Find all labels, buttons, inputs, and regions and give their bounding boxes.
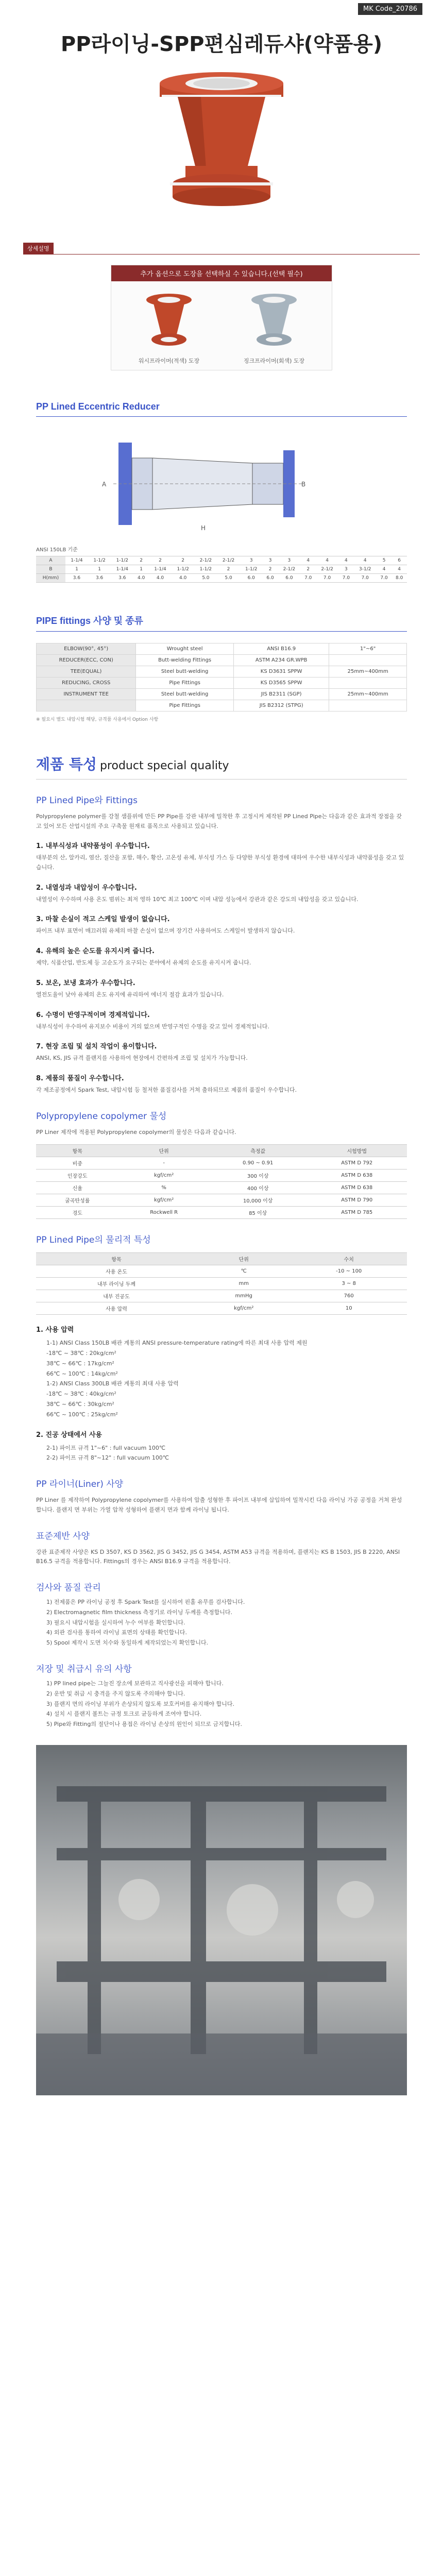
list-item: 2-2) 파이프 규격 8"~12" : full vacuum 100℃	[46, 1454, 169, 1462]
table-cell: mm	[197, 1278, 291, 1290]
table-cell: 신율	[36, 1182, 118, 1194]
fittings-title: PIPE fittings 사양 및 종류	[36, 616, 143, 626]
list-item: 2) Electromagnetic film thickness 측정기로 라이닝 두께를 측정합니다.	[46, 1608, 233, 1616]
table-cell: 1-1/2	[172, 565, 194, 574]
table-cell: kgf/cm²	[197, 1302, 291, 1315]
table-cell: Steel butt-welding	[136, 666, 234, 677]
table-cell: 1"~6"	[329, 643, 407, 655]
feature-item-heading: 4. 유해의 높은 순도를 유지시켜 줍니다.	[36, 947, 155, 956]
table-cell: 내부 라이닝 두께	[36, 1278, 197, 1290]
physical-title: PP Lined Pipe의 물리적 특성	[36, 1235, 151, 1246]
table-cell: ℃	[197, 1265, 291, 1278]
list-item: 66℃ ~ 100℃ : 25kg/cm²	[46, 1411, 118, 1418]
inspection-title: 검사와 품질 관리	[36, 1582, 101, 1593]
feature-item-text: 내부식성이 우수하여 유지보수 비용이 거의 없으며 반영구적인 수명을 갖고 있어 경제적입니다.	[36, 1023, 269, 1030]
feature-item-heading: 7. 현장 조립 및 설치 작업이 용이합니다.	[36, 1043, 157, 1051]
feature-item-text: 열전도율이 낮아 유체의 온도 유지에 유리하여 에너지 절감 효과가 있습니다.	[36, 991, 224, 998]
table-cell: REDUCING, CROSS	[37, 677, 136, 689]
divider	[36, 416, 407, 417]
table-cell: 4.0	[149, 574, 172, 583]
table-header-cell: 측정값	[209, 1145, 307, 1157]
coating-option-grey[interactable]	[244, 291, 304, 365]
coating-options-box	[111, 265, 332, 370]
table-cell: 25mm~400mm	[329, 689, 407, 700]
vacuum-list	[46, 1443, 407, 1464]
table-cell: ASTM D 785	[307, 1207, 407, 1219]
list-item: 2-1) 파이프 규격 1"~6" : full vacuum 100℃	[46, 1444, 166, 1451]
table-cell: 3 ~ 8	[291, 1278, 407, 1290]
coating-images	[111, 281, 332, 370]
table-row	[36, 565, 407, 574]
list-item: 2) 운반 및 취급 시 충격을 주지 않도록 주의해야 합니다.	[46, 1690, 185, 1697]
table-cell: 400 이상	[209, 1182, 307, 1194]
feature-item-text: 파이프 내부 표면이 매끄러워 유체의 마찰 손실이 없으며 장기간 사용하여도 스케일이 발생하지 않습니다.	[36, 927, 295, 935]
table-cell: 4.0	[172, 574, 194, 583]
table-cell: 3.6	[111, 574, 133, 583]
table-cell: 1	[133, 565, 148, 574]
table-header-cell: 단위	[118, 1145, 209, 1157]
table-row	[36, 1302, 407, 1315]
table-cell: 3	[338, 565, 353, 574]
list-item: 3) 플랜지 면의 라이닝 부위가 손상되지 않도록 보호커버를 유지해야 합니다.	[46, 1700, 235, 1707]
reducer-drawing	[98, 432, 345, 535]
feature-item-heading: 1. 내부식성과 내약품성이 우수합니다.	[36, 842, 150, 851]
table-cell: 사용 온도	[36, 1265, 197, 1278]
table-cell: 내부 진공도	[36, 1290, 197, 1302]
coating-option-label: 워시프라이머(적색) 도장	[138, 358, 200, 364]
divider	[36, 631, 407, 632]
features-subtitle: PP Lined Pipe와 Fittings	[36, 795, 138, 806]
table-header-cell: 항목	[36, 1145, 118, 1157]
table-cell: 5	[377, 556, 391, 565]
mk-code-badge: MK Code_20786	[358, 3, 422, 15]
table-header-row	[36, 1145, 407, 1157]
table-row	[37, 666, 407, 677]
svg-text:B: B	[301, 481, 306, 488]
standard-text: 강관 표준제작 사양은 KS D 3507, KS D 3562, JIS G 3452, JIS G 3454, ASTM A53 규격을 적용하며, 플랜지는 KS B 1503, JIS B 2220, ANSI B16.5 규격을 적용합니다. Fittings의 경우는 ANSI B16.9 규격을 적용합니다.	[36, 1548, 400, 1565]
table-cell: ASTM D 792	[307, 1157, 407, 1170]
table-row	[36, 1278, 407, 1290]
table-row	[37, 689, 407, 700]
feature-list	[0, 840, 443, 1095]
list-item: 1-1) ANSI Class 150LB 배관 계통의 ANSI pressure-temperature rating에 따른 최대 사용 압력 제원	[46, 1340, 308, 1347]
storage-list	[46, 1679, 407, 1730]
eccentric-drawing	[98, 432, 443, 537]
feature-item-heading: 6. 수명이 반영구적이며 경제적입니다.	[36, 1011, 150, 1019]
table-cell: kgf/cm²	[118, 1194, 209, 1207]
table-cell: 3	[240, 556, 263, 565]
feature-item-text: 제약, 식품산업, 반도체 등 고순도가 요구되는 분야에서 유체의 순도를 유지시켜 줍니다.	[36, 959, 251, 967]
table-cell	[329, 655, 407, 666]
list-item: 4) 설치 시 플랜지 볼트는 규정 토크로 균등하게 조여야 합니다.	[46, 1710, 202, 1718]
list-item: 66℃ ~ 100℃ : 14kg/cm²	[46, 1370, 118, 1377]
features-intro: Polypropylene polymer를 강철 샘플위에 만든 PP Pipe를 강관 내부에 밀착한 후 고정시켜 제작된 PP Lined Pipe는 다음과 같은 효과적 장점을 갖고 있어 모든 산업시설의 주요 구축물 원재료 품목으로 사용되고 있습니다.	[36, 813, 402, 829]
list-item: -18℃ ~ 38℃ : 40kg/cm²	[46, 1391, 116, 1398]
table-row	[36, 574, 407, 583]
copolymer-table	[36, 1144, 407, 1219]
table-cell: 4	[301, 556, 316, 565]
table-cell: 25mm~400mm	[329, 666, 407, 677]
table-cell: %	[118, 1182, 209, 1194]
coating-heading: 추가 옵션으로 도장을 선택하실 수 있습니다.(선택 필수)	[111, 265, 332, 281]
liner-text: PP Liner 를 제작하여 Polypropylene copolymer를 사용하여 압출 성형한 후 파이프 내부에 삽입하여 밀착시킨 다음 라이닝 가공 공정을 거쳐 완성합니다. 플랜지 면 부위는 가열 압착 성형하여 플랜지 면과 함께 라이닝 됩니다.	[36, 1497, 402, 1513]
list-item: 5) Pipe와 Fitting의 절단이나 용접은 라이닝 손상의 원인이 되므로 금지합니다.	[46, 1721, 242, 1728]
list-item: 38℃ ~ 66℃ : 17kg/cm²	[46, 1360, 114, 1367]
dimension-table	[36, 556, 407, 583]
features-heading-en: product special quality	[99, 759, 229, 772]
table-cell: ASTM D 638	[307, 1170, 407, 1182]
eccentric-title: PP Lined Eccentric Reducer	[36, 401, 160, 412]
list-item: 1) PP lined pipe는 그늘진 장소에 보관하고 직사광선을 피해야 합니다.	[46, 1680, 224, 1687]
pipe-plant-image	[36, 1745, 407, 2095]
table-row	[36, 1207, 407, 1219]
table-header-cell: 항목	[36, 1253, 197, 1265]
grey-reducer-icon	[246, 291, 302, 352]
table-cell: 2	[172, 556, 194, 565]
red-reducer-icon	[141, 291, 197, 352]
table-cell: 인장강도	[36, 1170, 118, 1182]
table-cell: JIS B2311 (SGP)	[233, 689, 329, 700]
table-cell: 2-1/2	[217, 556, 240, 565]
pressure-list	[46, 1338, 407, 1419]
table-cell: 10	[291, 1302, 407, 1315]
table-cell: 3.6	[88, 574, 111, 583]
table-cell: 1	[65, 565, 88, 574]
table-cell: KS D3631 SPPW	[233, 666, 329, 677]
hero-product-image	[0, 62, 443, 222]
table-cell: 3	[263, 556, 278, 565]
copolymer-intro: PP Liner 제작에 적용된 Polypropylene copolymer의 물성은 다음과 같습니다.	[36, 1128, 236, 1136]
table-cell: 4	[316, 556, 338, 565]
table-cell: 85 이상	[209, 1207, 307, 1219]
coating-option-red[interactable]	[139, 291, 199, 365]
copolymer-title: Polypropylene copolymer 물성	[36, 1111, 167, 1122]
table-header-row	[36, 1253, 407, 1265]
standard-title: 표준제반 사양	[36, 1531, 90, 1541]
table-cell: 4	[354, 556, 377, 565]
table-cell: 사용 압력	[36, 1302, 197, 1315]
table-cell: -	[118, 1157, 209, 1170]
table-cell: 5.0	[194, 574, 217, 583]
table-cell: 3-1/2	[354, 565, 377, 574]
table-cell: 8.0	[391, 574, 407, 583]
table-row	[37, 643, 407, 655]
liner-title: PP 라이너(Liner) 사양	[36, 1479, 124, 1490]
feature-item-heading: 3. 마찰 손실이 적고 스케일 발생이 없습니다.	[36, 916, 170, 924]
table-cell: 2	[217, 565, 240, 574]
table-row	[36, 1194, 407, 1207]
table-cell: 1-1/2	[240, 565, 263, 574]
table-cell: 3.6	[65, 574, 88, 583]
table-cell: TEE(EQUAL)	[37, 666, 136, 677]
features-heading-ko: 제품 특성	[36, 756, 97, 773]
table-cell: 1-1/4	[149, 565, 172, 574]
table-cell: ASTM D 790	[307, 1194, 407, 1207]
table-cell: ASTM D 638	[307, 1182, 407, 1194]
table-cell: 7.0	[338, 574, 353, 583]
table-cell: 비중	[36, 1157, 118, 1170]
table-cell	[329, 677, 407, 689]
table-cell: Rockwell R	[118, 1207, 209, 1219]
coating-option-label: 징크프라이머(회색) 도장	[243, 358, 305, 364]
factory-photo	[36, 1745, 407, 2095]
inspection-list	[46, 1597, 407, 1648]
table-header-cell: 단위	[197, 1253, 291, 1265]
table-cell	[329, 700, 407, 711]
table-cell: INSTRUMENT TEE	[37, 689, 136, 700]
table-cell: 1-1/4	[111, 565, 133, 574]
table-cell: Pipe Fittings	[136, 700, 234, 711]
physical-table	[36, 1252, 407, 1315]
table-cell: KS D3565 SPPW	[233, 677, 329, 689]
fittings-note: ※ 필요시 별도 내압시험 해당, 규격품 사용에서 Option 사항	[36, 717, 159, 722]
table-cell: Steel butt-welding	[136, 689, 234, 700]
list-item: 1-2) ANSI Class 300LB 배관 계통의 최대 사용 압력	[46, 1380, 179, 1387]
table-row	[37, 655, 407, 666]
table-cell: JIS B2312 (STPG)	[233, 700, 329, 711]
vacuum-subtitle: 2. 진공 상태에서 사용	[36, 1431, 103, 1439]
table-cell: 7.0	[301, 574, 316, 583]
table-header-cell: 시험방법	[307, 1145, 407, 1157]
feature-item-text: ANSI, KS, JIS 규격 플랜지를 사용하여 현장에서 간편하게 조립 및 설치가 가능합니다.	[36, 1055, 248, 1062]
top-bar	[0, 0, 443, 18]
table-cell: 7.0	[354, 574, 377, 583]
table-row	[36, 556, 407, 565]
feature-item-heading: 5. 보온, 보냉 효과가 우수합니다.	[36, 979, 135, 987]
table-cell: 경도	[36, 1207, 118, 1219]
table-cell: 6.0	[278, 574, 300, 583]
table-cell: 4.0	[133, 574, 148, 583]
table-cell: 3	[278, 556, 300, 565]
table-cell: ANSI B16.9	[233, 643, 329, 655]
table-cell: 2-1/2	[278, 565, 300, 574]
svg-text:A: A	[102, 481, 107, 488]
table-cell: Pipe Fittings	[136, 677, 234, 689]
table-row	[36, 1265, 407, 1278]
reducer-illustration	[129, 65, 314, 219]
table-cell: 300 이상	[209, 1170, 307, 1182]
table-cell: 1-1/2	[111, 556, 133, 565]
list-item: 1) 전제품은 PP 라이닝 공정 후 Spark Test를 실시하여 핀홀 유무를 검사합니다.	[46, 1598, 245, 1605]
table-cell: 7.0	[316, 574, 338, 583]
fittings-table	[36, 643, 407, 711]
table-cell: ELBOW(90°, 45°)	[37, 643, 136, 655]
table-cell: 4	[391, 565, 407, 574]
table-cell: 760	[291, 1290, 407, 1302]
table-cell	[37, 700, 136, 711]
table-cell: Wrought steel	[136, 643, 234, 655]
table-cell: 0.90 ~ 0.91	[209, 1157, 307, 1170]
table-cell: REDUCER(ECC, CON)	[37, 655, 136, 666]
table-cell: 2	[301, 565, 316, 574]
storage-title: 저장 및 취급시 유의 사항	[36, 1664, 132, 1674]
table-row	[36, 1157, 407, 1170]
table-row	[36, 1170, 407, 1182]
table-row	[36, 1290, 407, 1302]
table-cell: mmHg	[197, 1290, 291, 1302]
table-cell: 10,000 이상	[209, 1194, 307, 1207]
table-cell: 1-1/4	[65, 556, 88, 565]
table-cell: kgf/cm²	[118, 1170, 209, 1182]
table-cell: 1	[88, 565, 111, 574]
table-header-cell: 수치	[291, 1253, 407, 1265]
standard-label: ANSI 150LB 기준	[36, 547, 78, 553]
features-heading	[36, 753, 443, 774]
table-cell: B	[36, 565, 65, 574]
list-item: 4) 외관 검사를 통하여 라이닝 표면의 상태를 확인합니다.	[46, 1629, 188, 1636]
table-cell: 2-1/2	[316, 565, 338, 574]
table-cell: 5.0	[217, 574, 240, 583]
table-cell: -10 ~ 100	[291, 1265, 407, 1278]
table-cell: 4	[377, 565, 391, 574]
divider	[23, 254, 420, 255]
svg-text:H: H	[201, 524, 206, 532]
table-cell: 4	[338, 556, 353, 565]
table-row	[37, 700, 407, 711]
feature-item-heading: 2. 내열성과 내압성이 우수합니다.	[36, 884, 137, 892]
table-cell: 2	[133, 556, 148, 565]
list-item: 5) Spool 제작시 도면 치수와 동일하게 제작되었는지 확인합니다.	[46, 1639, 209, 1647]
feature-item-heading: 8. 제품의 품질이 우수합니다.	[36, 1074, 124, 1082]
table-cell: 1-1/2	[88, 556, 111, 565]
table-cell: 2-1/2	[194, 556, 217, 565]
feature-item-text: 각 제조공정에서 Spark Test, 내압시험 등 철저한 품질검사를 거쳐 출하되므로 제품의 품질이 우수합니다.	[36, 1086, 297, 1093]
table-cell: A	[36, 556, 65, 565]
table-cell: 6.0	[263, 574, 278, 583]
detail-tab: 상세설명	[23, 243, 54, 254]
list-item: -18℃ ~ 38℃ : 20kg/cm²	[46, 1350, 116, 1357]
feature-item-text: 대부분의 산, 알카리, 염산, 질산을 포함, 해수, 황산, 고온성 유체, 부식성 가스 등 다양한 부식성 환경에 대하여 우수한 내부식성과 내약품성을 갖고 있습니다.	[36, 854, 404, 871]
pressure-subtitle: 1. 사용 압력	[36, 1326, 74, 1334]
table-cell: 2	[263, 565, 278, 574]
table-cell: 굴곡탄성률	[36, 1194, 118, 1207]
table-cell: 1-1/2	[194, 565, 217, 574]
table-cell: 6.0	[240, 574, 263, 583]
table-cell: H(mm)	[36, 574, 65, 583]
product-title: PP라이닝-SPP편심레듀샤(약품용)	[60, 32, 383, 56]
table-row	[36, 1182, 407, 1194]
feature-item-text: 내열성이 우수하며 사용 온도 범위는 최저 영하 10℃ 최고 100℃ 이며 내압 성능에서 강관과 같은 강도의 내압성을 갖고 있습니다.	[36, 895, 359, 903]
table-cell: Butt-welding Fittings	[136, 655, 234, 666]
table-cell: 7.0	[377, 574, 391, 583]
list-item: 3) 필요시 내압시험을 실시하여 누수 여부를 확인합니다.	[46, 1619, 185, 1626]
table-cell: 6	[391, 556, 407, 565]
list-item: 38℃ ~ 66℃ : 30kg/cm²	[46, 1401, 114, 1408]
table-cell: ASTM A234 GR.WPB	[233, 655, 329, 666]
table-row	[37, 677, 407, 689]
table-cell: 2	[149, 556, 172, 565]
